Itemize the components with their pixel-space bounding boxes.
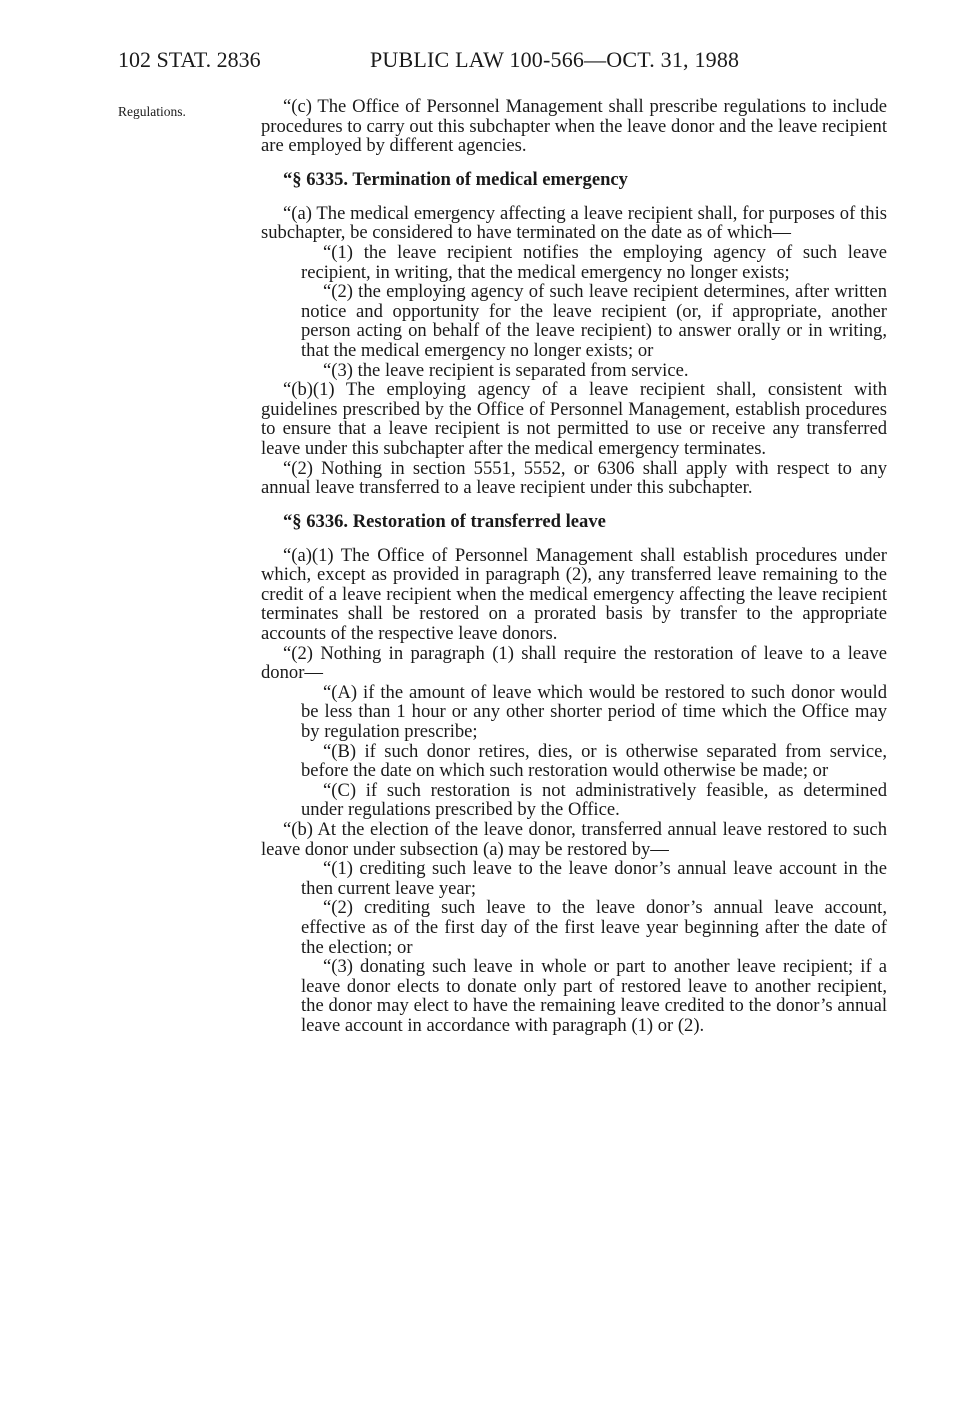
paragraph: “(b) At the election of the leave donor, transferred annual leave restored to such leave donor under subsection (a) may be restored by— [261,819,887,860]
section-heading-6336: “§ 6336. Restoration of transferred leave [283,510,606,532]
paragraph: “(2) Nothing in paragraph (1) shall require the restoration of leave to a leave donor— [261,642,887,684]
stat-page-number: 102 STAT. 2836 [118,47,261,72]
paragraph: “(2) Nothing in section 5551, 5552, or 6306 shall apply with respect to any annual leave transferred to a leave recipient under this subchapter. [261,457,887,499]
paragraph: “(2) crediting such leave to the leave donor’s annual leave account, effective as of the first day of the first leave year beginning after the date of the election; or [301,897,887,958]
paragraph: “(B) if such donor retires, dies, or is otherwise separated from service, before the date on which such restoration would otherwise be made; or [301,740,887,782]
paragraph: “(C) if such restoration is not administratively feasible, as determined under regulations prescribed by the Office. [301,779,887,821]
paragraph: “(1) crediting such leave to the leave donor’s annual leave account in the then current leave year; [301,858,887,899]
paragraph: “(a)(1) The Office of Personnel Management shall establish procedures under which, except as provided in paragraph (2), any transferred leave remaining to the credit of a leave recipient when the medical emergency affecting the leave recipient terminates shall be restored on a prorated basis by transfer to the appropriate accounts of the respective leave donors. [261,544,887,645]
public-law-citation: PUBLIC LAW 100-566—OCT. 31, 1988 [370,47,740,72]
paragraph: “(1) the leave recipient notifies the employing agency of such leave recipient, in writing, that the medical emergency no longer exists; [301,241,887,283]
paragraph: “(A) if the amount of leave which would be restored to such donor would be less than 1 hour or any other shorter period of time which the Office may by regulation prescribe; [301,681,887,743]
paragraph: “(b)(1) The employing agency of a leave recipient shall, consistent with guidelines prescribed by the Office of Personnel Management, establish procedures to ensure that a leave recipient is not permitted to use or receive any transferred leave under this subchapter after the medical emergency terminates. [261,379,887,459]
page-header [118,47,838,77]
paragraph: “(c) The Office of Personnel Management shall prescribe regulations to include procedures to carry out this subchapter when the leave donor and the leave recipient are employed by different agencies. [261,96,887,157]
paragraph: “(2) the employing agency of such leave recipient determines, after written notice and opportunity for the leave recipient (or, if appropriate, another person acting on behalf of the leave recipient) to answer orally or in writing, that the medical emergency no longer exists; or [301,281,887,361]
paragraph: “(a) The medical emergency affecting a leave recipient shall, for purposes of this subchapter, be considered to have terminated on the date as of which— [261,202,887,244]
section-heading-6335: “§ 6335. Termination of medical emergency [283,168,628,190]
document-body [261,97,887,1036]
paragraph: “(3) the leave recipient is separated from service. [323,359,689,381]
margin-note: Regulations. [118,104,186,119]
paragraph: “(3) donating such leave in whole or part to another leave recipient; if a leave donor elects to donate only part of restored leave to another recipient, the donor may elect to have the remaining leave credited to the donor’s annual leave account in accordance with paragraph (1) or (2). [301,956,887,1036]
